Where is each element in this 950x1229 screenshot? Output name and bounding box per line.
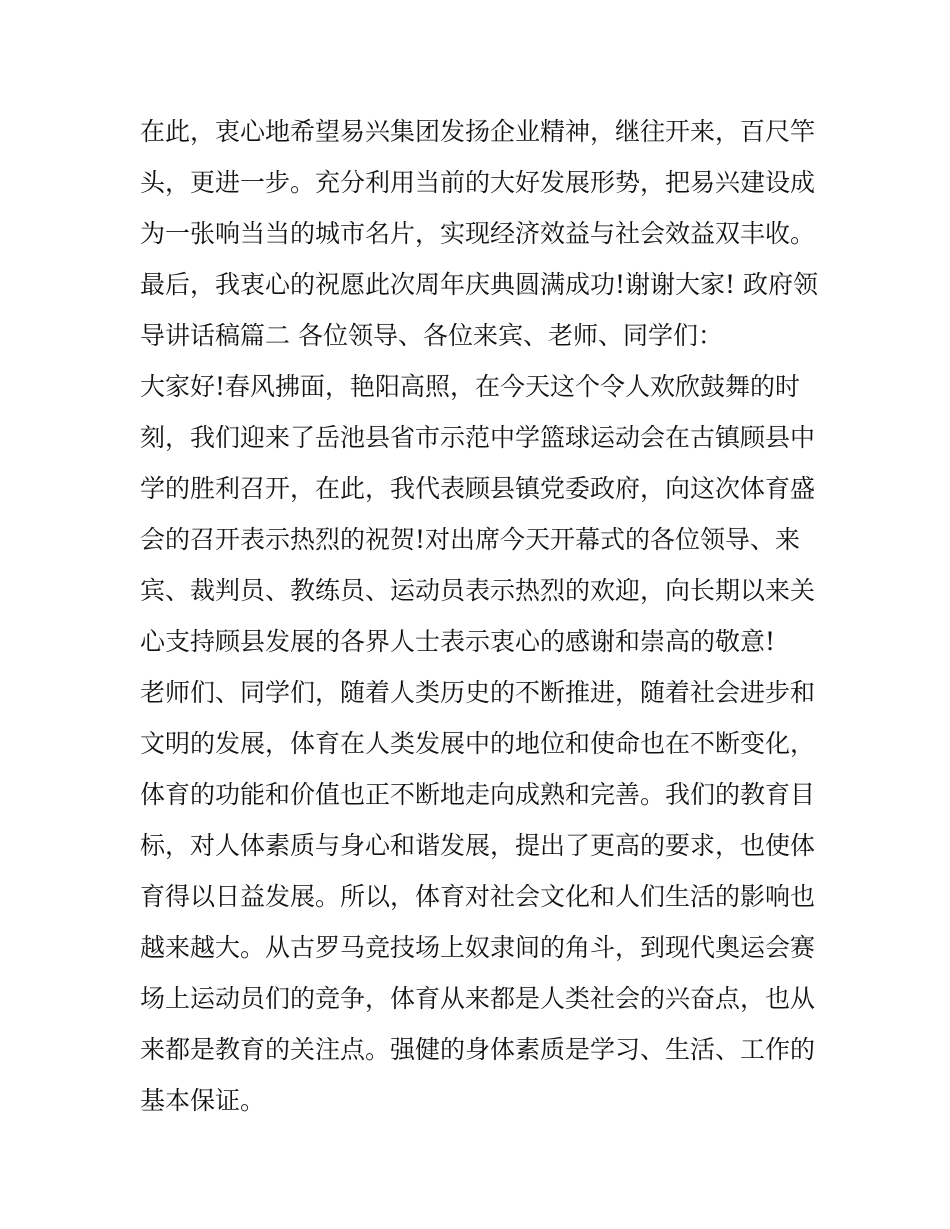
text-line-18: 场上运动员们的竞争，体育从来都是人类社会的兴奋点，也从 — [140, 984, 816, 1013]
text-line-16: 育得以日益发展。所以，体育对社会文化和人们生活的影响也 — [140, 882, 816, 911]
text-line-17: 越来越大。从古罗马竞技场上奴隶间的角斗，到现代奥运会赛 — [140, 933, 816, 962]
text-line-11: 心支持顾县发展的各界人士表示衷心的感谢和崇高的敬意! — [140, 627, 776, 656]
text-line-3: 为一张响当当的城市名片，实现经济效益与社会效益双丰收。 — [140, 219, 816, 248]
text-line-5: 导讲话稿篇二 各位领导、各位来宾、老师、同学们： — [140, 321, 723, 350]
text-line-20: 基本保证。 — [140, 1086, 266, 1115]
text-line-6: 大家好!春风拂面，艳阳高照，在今天这个令人欢欣鼓舞的时 — [140, 372, 801, 401]
text-line-15: 标，对人体素质与身心和谐发展，提出了更高的要求，也使体 — [140, 831, 816, 860]
text-line-4: 最后，我衷心的祝愿此次周年庆典圆满成功!谢谢大家! 政府领 — [140, 270, 819, 299]
text-line-13: 文明的发展，体育在人类发展中的地位和使命也在不断变化， — [140, 729, 816, 758]
text-line-2: 头，更进一步。充分利用当前的大好发展形势，把易兴建设成 — [140, 168, 816, 197]
text-line-19: 来都是教育的关注点。强健的身体素质是学习、生活、工作的 — [140, 1035, 816, 1064]
text-line-14: 体育的功能和价值也正不断地走向成熟和完善。我们的教育目 — [140, 780, 816, 809]
text-line-10: 宾、裁判员、教练员、运动员表示热烈的欢迎，向长期以来关 — [140, 576, 816, 605]
text-line-8: 学的胜利召开，在此，我代表顾县镇党委政府，向这次体育盛 — [140, 474, 816, 503]
text-line-1: 在此，衷心地希望易兴集团发扬企业精神，继往开来，百尺竿 — [140, 117, 816, 146]
text-line-9: 会的召开表示热烈的祝贺!对出席今天开幕式的各位领导、来 — [140, 525, 801, 554]
text-line-7: 刻，我们迎来了岳池县省市示范中学篮球运动会在古镇顾县中 — [140, 423, 816, 452]
text-line-12: 老师们、同学们，随着人类历史的不断推进，随着社会进步和 — [140, 678, 816, 707]
body-text — [140, 106, 820, 1126]
